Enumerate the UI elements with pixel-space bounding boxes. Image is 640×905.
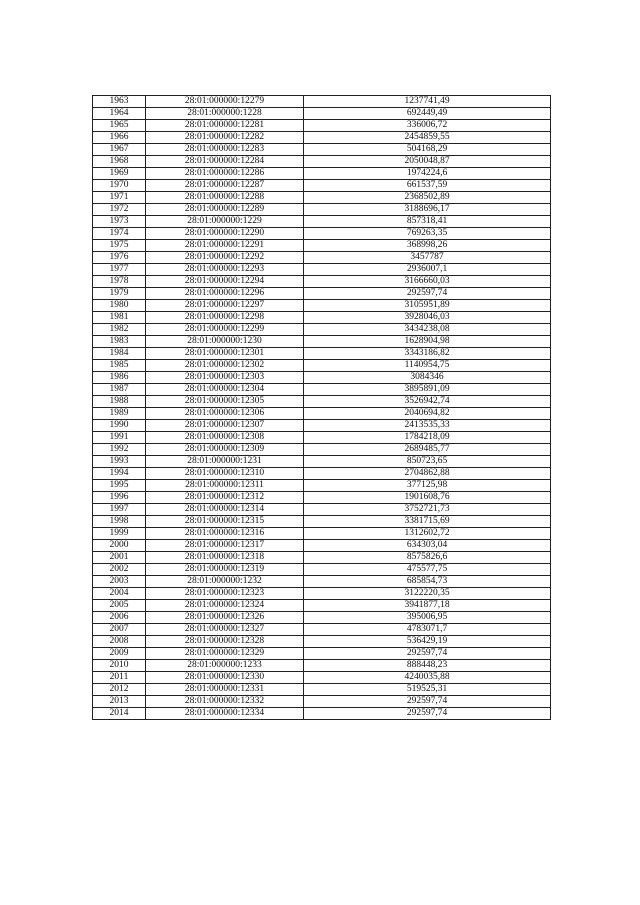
cadastral-number-cell: 28:01:000000:12298 <box>146 312 304 324</box>
cadastral-number-cell: 28:01:000000:12307 <box>146 420 304 432</box>
cadastral-number-cell: 28:01:000000:12317 <box>146 540 304 552</box>
row-number-cell: 2004 <box>93 588 146 600</box>
value-cell: 2368502,89 <box>304 192 551 204</box>
value-cell: 1784218,09 <box>304 432 551 444</box>
cadastral-number-cell: 28:01:000000:12279 <box>146 96 304 108</box>
value-cell: 3343186,82 <box>304 348 551 360</box>
row-number-cell: 1989 <box>93 408 146 420</box>
row-number-cell: 1995 <box>93 480 146 492</box>
cadastral-number-cell: 28:01:000000:12289 <box>146 204 304 216</box>
value-cell: 4783071,7 <box>304 624 551 636</box>
value-cell: 1901608,76 <box>304 492 551 504</box>
row-number-cell: 1993 <box>93 456 146 468</box>
table-row <box>93 468 551 480</box>
cadastral-number-cell: 28:01:000000:12282 <box>146 132 304 144</box>
value-cell: 292597,74 <box>304 288 551 300</box>
cadastral-number-cell: 28:01:000000:12297 <box>146 300 304 312</box>
row-number-cell: 1977 <box>93 264 146 276</box>
table-row <box>93 132 551 144</box>
cadastral-number-cell: 28:01:000000:12301 <box>146 348 304 360</box>
value-cell: 377125,98 <box>304 480 551 492</box>
row-number-cell: 1964 <box>93 108 146 120</box>
value-cell: 1140954,75 <box>304 360 551 372</box>
cadastral-number-cell: 28:01:000000:12305 <box>146 396 304 408</box>
table-row <box>93 348 551 360</box>
table-row <box>93 540 551 552</box>
table-row <box>93 504 551 516</box>
row-number-cell: 2010 <box>93 660 146 672</box>
row-number-cell: 1984 <box>93 348 146 360</box>
value-cell: 2704862,88 <box>304 468 551 480</box>
value-cell: 850723,65 <box>304 456 551 468</box>
table-row <box>93 432 551 444</box>
table-row <box>93 420 551 432</box>
table-row <box>93 372 551 384</box>
cadastral-number-cell: 28:01:000000:12315 <box>146 516 304 528</box>
row-number-cell: 1979 <box>93 288 146 300</box>
row-number-cell: 1980 <box>93 300 146 312</box>
table-row <box>93 612 551 624</box>
value-cell: 3928046,03 <box>304 312 551 324</box>
cadastral-number-cell: 28:01:000000:12299 <box>146 324 304 336</box>
table-row <box>93 600 551 612</box>
table-row <box>93 636 551 648</box>
table-row <box>93 396 551 408</box>
cadastral-number-cell: 28:01:000000:12311 <box>146 480 304 492</box>
row-number-cell: 1973 <box>93 216 146 228</box>
cadastral-number-cell: 28:01:000000:12323 <box>146 588 304 600</box>
row-number-cell: 1963 <box>93 96 146 108</box>
table-row <box>93 564 551 576</box>
value-cell: 2454859,55 <box>304 132 551 144</box>
cadastral-number-cell: 28:01:000000:12302 <box>146 360 304 372</box>
table-row <box>93 228 551 240</box>
table-row <box>93 708 551 720</box>
table-row <box>93 180 551 192</box>
row-number-cell: 2002 <box>93 564 146 576</box>
table-row <box>93 360 551 372</box>
cadastral-number-cell: 28:01:000000:1231 <box>146 456 304 468</box>
row-number-cell: 1966 <box>93 132 146 144</box>
table-row <box>93 492 551 504</box>
row-number-cell: 1970 <box>93 180 146 192</box>
cadastral-number-cell: 28:01:000000:12287 <box>146 180 304 192</box>
cadastral-number-cell: 28:01:000000:12312 <box>146 492 304 504</box>
cadastral-number-cell: 28:01:000000:12288 <box>146 192 304 204</box>
value-cell: 1974224,6 <box>304 168 551 180</box>
value-cell: 1237741,49 <box>304 96 551 108</box>
table-row <box>93 696 551 708</box>
value-cell: 504168,29 <box>304 144 551 156</box>
value-cell: 536429,19 <box>304 636 551 648</box>
value-cell: 634303,04 <box>304 540 551 552</box>
table-row <box>93 252 551 264</box>
row-number-cell: 2009 <box>93 648 146 660</box>
cadastral-number-cell: 28:01:000000:1232 <box>146 576 304 588</box>
value-cell: 8575826,6 <box>304 552 551 564</box>
value-cell: 1628904,98 <box>304 336 551 348</box>
value-cell: 2050048,87 <box>304 156 551 168</box>
table-row <box>93 456 551 468</box>
cadastral-number-cell: 28:01:000000:1228 <box>146 108 304 120</box>
value-cell: 3434238,08 <box>304 324 551 336</box>
cadastral-number-cell: 28:01:000000:12316 <box>146 528 304 540</box>
row-number-cell: 2013 <box>93 696 146 708</box>
table-row <box>93 516 551 528</box>
value-cell: 292597,74 <box>304 648 551 660</box>
table-row <box>93 648 551 660</box>
cadastral-number-cell: 28:01:000000:12332 <box>146 696 304 708</box>
cadastral-number-cell: 28:01:000000:12281 <box>146 120 304 132</box>
value-cell: 292597,74 <box>304 696 551 708</box>
table-body <box>93 96 551 720</box>
row-number-cell: 1987 <box>93 384 146 396</box>
cadastral-number-cell: 28:01:000000:12304 <box>146 384 304 396</box>
row-number-cell: 2014 <box>93 708 146 720</box>
data-table <box>92 95 551 720</box>
table-row <box>93 216 551 228</box>
value-cell: 292597,74 <box>304 708 551 720</box>
table-row <box>93 264 551 276</box>
cadastral-number-cell: 28:01:000000:12286 <box>146 168 304 180</box>
cadastral-number-cell: 28:01:000000:12308 <box>146 432 304 444</box>
cadastral-number-cell: 28:01:000000:1229 <box>146 216 304 228</box>
value-cell: 3105951,89 <box>304 300 551 312</box>
cadastral-number-cell: 28:01:000000:12330 <box>146 672 304 684</box>
row-number-cell: 1986 <box>93 372 146 384</box>
row-number-cell: 1972 <box>93 204 146 216</box>
table-row <box>93 528 551 540</box>
cadastral-number-cell: 28:01:000000:1230 <box>146 336 304 348</box>
cadastral-number-cell: 28:01:000000:12310 <box>146 468 304 480</box>
value-cell: 3122220,35 <box>304 588 551 600</box>
cadastral-number-cell: 28:01:000000:12292 <box>146 252 304 264</box>
row-number-cell: 1990 <box>93 420 146 432</box>
cadastral-number-cell: 28:01:000000:12293 <box>146 264 304 276</box>
row-number-cell: 2011 <box>93 672 146 684</box>
cadastral-number-cell: 28:01:000000:1233 <box>146 660 304 672</box>
row-number-cell: 2008 <box>93 636 146 648</box>
value-cell: 3457787 <box>304 252 551 264</box>
table-row <box>93 672 551 684</box>
table-row <box>93 444 551 456</box>
value-cell: 3188696,17 <box>304 204 551 216</box>
table-row <box>93 240 551 252</box>
value-cell: 888448,23 <box>304 660 551 672</box>
table-row <box>93 408 551 420</box>
cadastral-number-cell: 28:01:000000:12294 <box>146 276 304 288</box>
row-number-cell: 1985 <box>93 360 146 372</box>
row-number-cell: 2012 <box>93 684 146 696</box>
row-number-cell: 1982 <box>93 324 146 336</box>
cadastral-number-cell: 28:01:000000:12331 <box>146 684 304 696</box>
value-cell: 336006,72 <box>304 120 551 132</box>
cadastral-number-cell: 28:01:000000:12291 <box>146 240 304 252</box>
value-cell: 685854,73 <box>304 576 551 588</box>
row-number-cell: 1991 <box>93 432 146 444</box>
row-number-cell: 1983 <box>93 336 146 348</box>
row-number-cell: 1999 <box>93 528 146 540</box>
table-row <box>93 684 551 696</box>
value-cell: 519525,31 <box>304 684 551 696</box>
value-cell: 769263,35 <box>304 228 551 240</box>
value-cell: 3526942,74 <box>304 396 551 408</box>
cadastral-number-cell: 28:01:000000:12326 <box>146 612 304 624</box>
table-row <box>93 576 551 588</box>
row-number-cell: 2000 <box>93 540 146 552</box>
row-number-cell: 1997 <box>93 504 146 516</box>
row-number-cell: 1994 <box>93 468 146 480</box>
row-number-cell: 1971 <box>93 192 146 204</box>
table-row <box>93 276 551 288</box>
table-row <box>93 156 551 168</box>
row-number-cell: 1975 <box>93 240 146 252</box>
cadastral-number-cell: 28:01:000000:12296 <box>146 288 304 300</box>
row-number-cell: 2005 <box>93 600 146 612</box>
value-cell: 3084346 <box>304 372 551 384</box>
row-number-cell: 2007 <box>93 624 146 636</box>
cadastral-number-cell: 28:01:000000:12318 <box>146 552 304 564</box>
cadastral-number-cell: 28:01:000000:12290 <box>146 228 304 240</box>
row-number-cell: 1981 <box>93 312 146 324</box>
cadastral-number-cell: 28:01:000000:12328 <box>146 636 304 648</box>
value-cell: 857318,41 <box>304 216 551 228</box>
cadastral-number-cell: 28:01:000000:12327 <box>146 624 304 636</box>
row-number-cell: 2003 <box>93 576 146 588</box>
row-number-cell: 1988 <box>93 396 146 408</box>
table-row <box>93 120 551 132</box>
table-row <box>93 324 551 336</box>
value-cell: 475577,75 <box>304 564 551 576</box>
cadastral-number-cell: 28:01:000000:12306 <box>146 408 304 420</box>
row-number-cell: 1967 <box>93 144 146 156</box>
value-cell: 4240035,88 <box>304 672 551 684</box>
value-cell: 2040694,82 <box>304 408 551 420</box>
row-number-cell: 1965 <box>93 120 146 132</box>
cadastral-number-cell: 28:01:000000:12303 <box>146 372 304 384</box>
cadastral-number-cell: 28:01:000000:12324 <box>146 600 304 612</box>
value-cell: 2689485,77 <box>304 444 551 456</box>
cadastral-number-cell: 28:01:000000:12334 <box>146 708 304 720</box>
cadastral-number-cell: 28:01:000000:12319 <box>146 564 304 576</box>
table-row <box>93 336 551 348</box>
row-number-cell: 1996 <box>93 492 146 504</box>
row-number-cell: 1969 <box>93 168 146 180</box>
value-cell: 368998,26 <box>304 240 551 252</box>
table-row <box>93 312 551 324</box>
table-row <box>93 168 551 180</box>
row-number-cell: 1998 <box>93 516 146 528</box>
cadastral-number-cell: 28:01:000000:12309 <box>146 444 304 456</box>
row-number-cell: 1974 <box>93 228 146 240</box>
row-number-cell: 2006 <box>93 612 146 624</box>
value-cell: 1312602,72 <box>304 528 551 540</box>
cadastral-number-cell: 28:01:000000:12284 <box>146 156 304 168</box>
value-cell: 2936007,1 <box>304 264 551 276</box>
value-cell: 395006,95 <box>304 612 551 624</box>
table-row <box>93 204 551 216</box>
row-number-cell: 1968 <box>93 156 146 168</box>
cadastral-number-cell: 28:01:000000:12314 <box>146 504 304 516</box>
table-row <box>93 108 551 120</box>
row-number-cell: 1978 <box>93 276 146 288</box>
row-number-cell: 1976 <box>93 252 146 264</box>
row-number-cell: 1992 <box>93 444 146 456</box>
table-row <box>93 588 551 600</box>
row-number-cell: 2001 <box>93 552 146 564</box>
table-row <box>93 144 551 156</box>
value-cell: 661537,59 <box>304 180 551 192</box>
value-cell: 3941877,18 <box>304 600 551 612</box>
value-cell: 3895891,09 <box>304 384 551 396</box>
value-cell: 3166660,03 <box>304 276 551 288</box>
table-row <box>93 384 551 396</box>
table-row <box>93 288 551 300</box>
table-row <box>93 552 551 564</box>
value-cell: 3381715,69 <box>304 516 551 528</box>
table-row <box>93 300 551 312</box>
cadastral-number-cell: 28:01:000000:12329 <box>146 648 304 660</box>
cadastral-number-cell: 28:01:000000:12283 <box>146 144 304 156</box>
table-row <box>93 96 551 108</box>
table-row <box>93 192 551 204</box>
table-row <box>93 660 551 672</box>
value-cell: 3752721,73 <box>304 504 551 516</box>
value-cell: 692449,49 <box>304 108 551 120</box>
value-cell: 2413535,33 <box>304 420 551 432</box>
table-row <box>93 624 551 636</box>
table-row <box>93 480 551 492</box>
